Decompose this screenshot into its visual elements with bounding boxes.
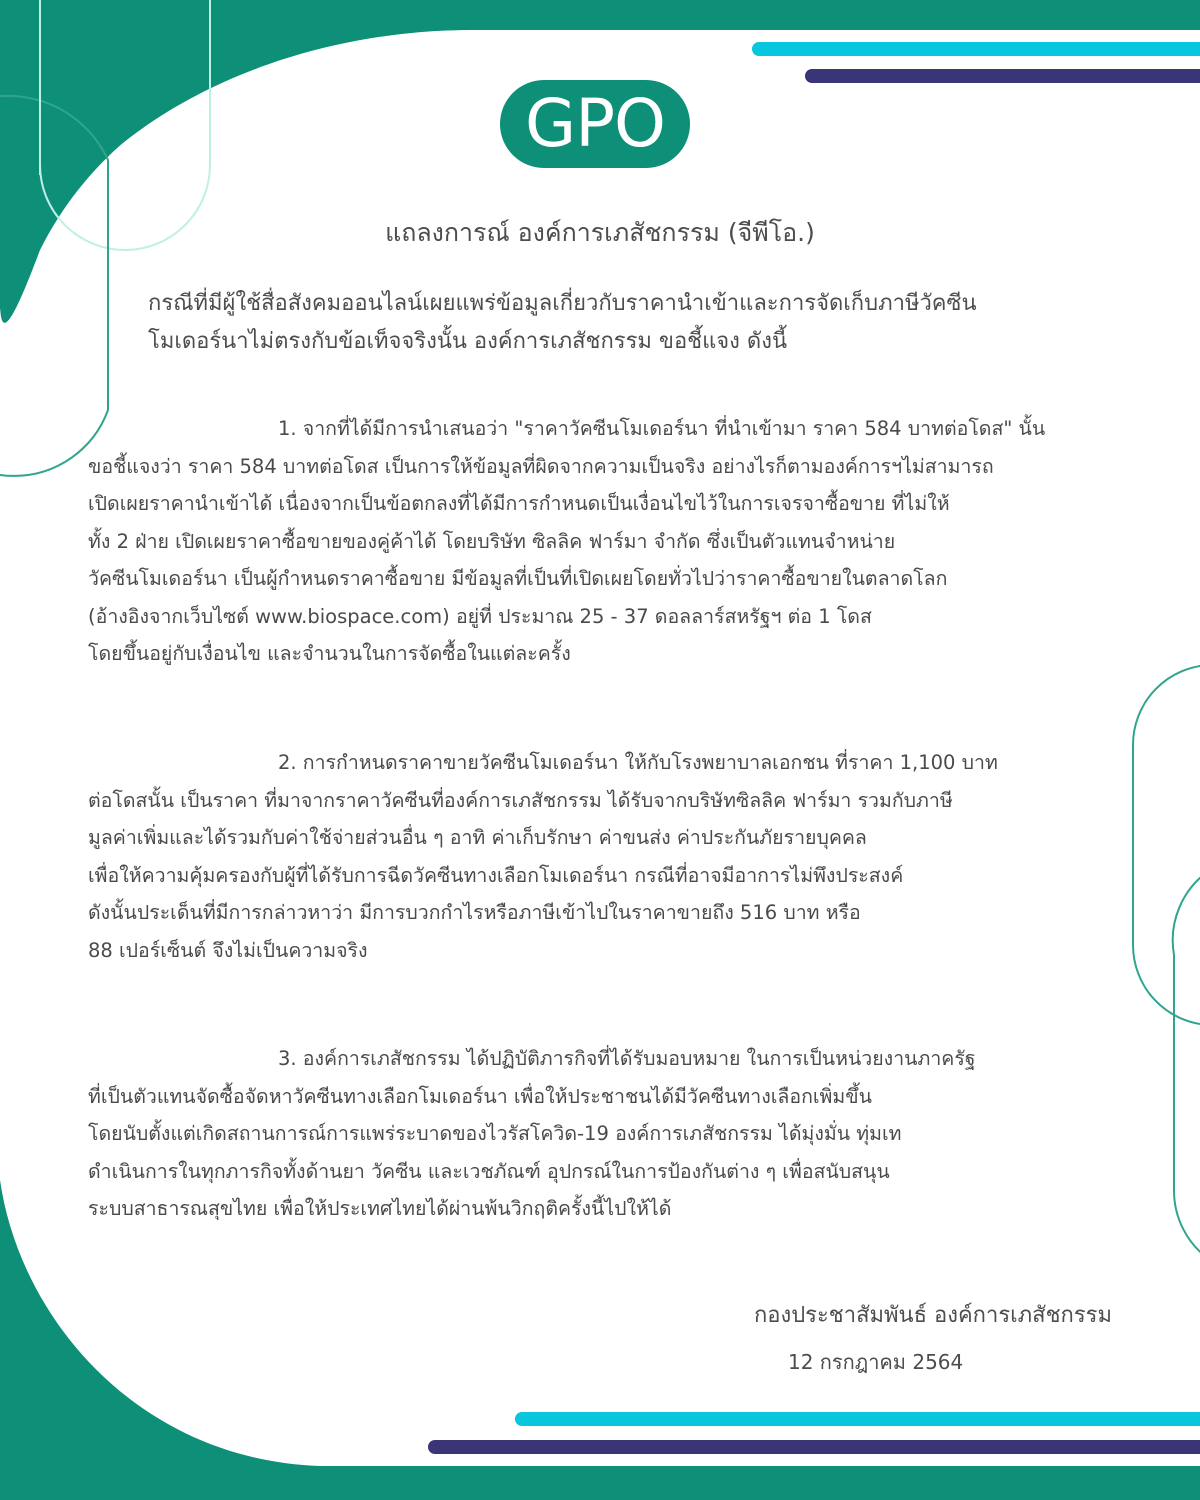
- intro-paragraph: [148, 285, 1128, 361]
- paragraph-line: ที่เป็นตัวแทนจัดซื้อจัดหาวัคซีนทางเลือกโมเดอร์นา เพื่อให้ประชาชนได้มีวัคซีนทางเลือกเพิ่มขึ้น: [88, 1084, 872, 1108]
- paragraph-line: ระบบสาธารณสุขไทย เพื่อให้ประเทศไทยได้ผ่านพ้นวิกฤติครั้งนี้ไปให้ได้: [88, 1197, 672, 1220]
- document-title: แถลงการณ์ องค์การเภสัชกรรม (จีพีโอ.): [385, 218, 815, 247]
- signature: กองประชาสัมพันธ์ องค์การเภสัชกรรม: [753, 1303, 1112, 1328]
- logo-text: GPO: [525, 85, 665, 162]
- paragraph-line: ต่อโดสนั้น เป็นราคา ที่มาจากราคาวัคซีนที่องค์การเภสัชกรรม ได้รับจากบริษัทซิลลิค ฟาร์มา รวมกับภาษี: [88, 788, 953, 812]
- document-date: 12 กรกฎาคม 2564: [788, 1350, 964, 1374]
- paragraph-line: (อ้างอิงจากเว็บไซต์ www.biospace.com) อยู่ที่ ประมาณ 25 - 37 ดอลลาร์สหรัฐฯ ต่อ 1 โดส: [88, 604, 872, 628]
- paragraph-1: [88, 410, 1113, 673]
- paragraph-line: 3. องค์การเภสัชกรรม ได้ปฏิบัติภารกิจที่ได้รับมอบหมาย ในการเป็นหน่วยงานภาครัฐ: [278, 1047, 976, 1070]
- paragraph-line: 88 เปอร์เซ็นต์ จึงไม่เป็นความจริง: [88, 938, 368, 962]
- paragraph-line: เปิดเผยราคานำเข้าได้ เนื่องจากเป็นข้อตกลงที่ได้มีการกำหนดเป็นเงื่อนไขไว้ในการเจรจาซื้อขาย ที่ไม่ให้: [88, 492, 950, 515]
- paragraph-line: ดังนั้นประเด็นที่มีการกล่าวหาว่า มีการบวกกำไรหรือภาษีเข้าไปในราคาขายถึง 516 บาท หรือ: [88, 901, 861, 924]
- paragraph-line: เพื่อให้ความคุ้มครองกับผู้ที่ได้รับการฉีดวัคซีนทางเลือกโมเดอร์นา กรณีที่อาจมีอาการไม่พึงประสงค์: [88, 863, 904, 887]
- paragraph-line: 1. จากที่ได้มีการนำเสนอว่า "ราคาวัคซีนโมเดอร์นา ที่นำเข้ามา ราคา 584 บาทต่อโดส" นั้น: [278, 417, 1046, 440]
- paragraph-3: [88, 1040, 1113, 1228]
- paragraph-line: ทั้ง 2 ฝ่าย เปิดเผยราคาซื้อขายของคู่ค้าได้ โดยบริษัท ซิลลิค ฟาร์มา จำกัด ซึ่งเป็นตัวแทนจำหน่าย: [88, 529, 896, 553]
- paragraph-line: ขอชี้แจงว่า ราคา 584 บาทต่อโดส เป็นการให้ข้อมูลที่ผิดจากความเป็นจริง อย่างไรก็ตามองค์การฯไม่สามารถ: [88, 454, 994, 478]
- paragraph-line: วัคซีนโมเดอร์นา เป็นผู้กำหนดราคาซื้อขาย มีข้อมูลที่เป็นที่เปิดเผยโดยทั่วไปว่าราคาซื้อขายในตลาดโลก: [88, 567, 948, 590]
- gpo-logo: [500, 80, 690, 168]
- paragraph-line: โดยนับตั้งแต่เกิดสถานการณ์การแพร่ระบาดของไวรัสโควิด-19 องค์การเภสัชกรรม ได้มุ่งมั่น ทุ่มเท: [88, 1122, 902, 1145]
- intro-line: กรณีที่มีผู้ใช้สื่อสังคมออนไลน์เผยแพร่ข้อมูลเกี่ยวกับราคานำเข้าและการจัดเก็บภาษีวัคซีน: [148, 291, 977, 316]
- intro-line: โมเดอร์นาไม่ตรงกับข้อเท็จจริงนั้น องค์การเภสัชกรรม ขอชี้แจง ดังนี้: [148, 329, 787, 354]
- paragraph-line: โดยขึ้นอยู่กับเงื่อนไข และจำนวนในการจัดซื้อในแต่ละครั้ง: [88, 642, 571, 665]
- paragraph-2: [88, 744, 1113, 969]
- paragraph-line: ดำเนินการในทุกภารกิจทั้งด้านยา วัคซีน และเวชภัณฑ์ อุปกรณ์ในการป้องกันต่าง ๆ เพื่อสนับสนุน: [88, 1159, 890, 1183]
- paragraph-line: มูลค่าเพิ่มและได้รวมกับค่าใช้จ่ายส่วนอื่น ๆ อาทิ ค่าเก็บรักษา ค่าขนส่ง ค่าประกันภัยรายบุคคล: [88, 826, 867, 849]
- paragraph-line: 2. การกำหนดราคาขายวัคซีนโมเดอร์นา ให้กับโรงพยาบาลเอกชน ที่ราคา 1,100 บาท: [278, 751, 998, 774]
